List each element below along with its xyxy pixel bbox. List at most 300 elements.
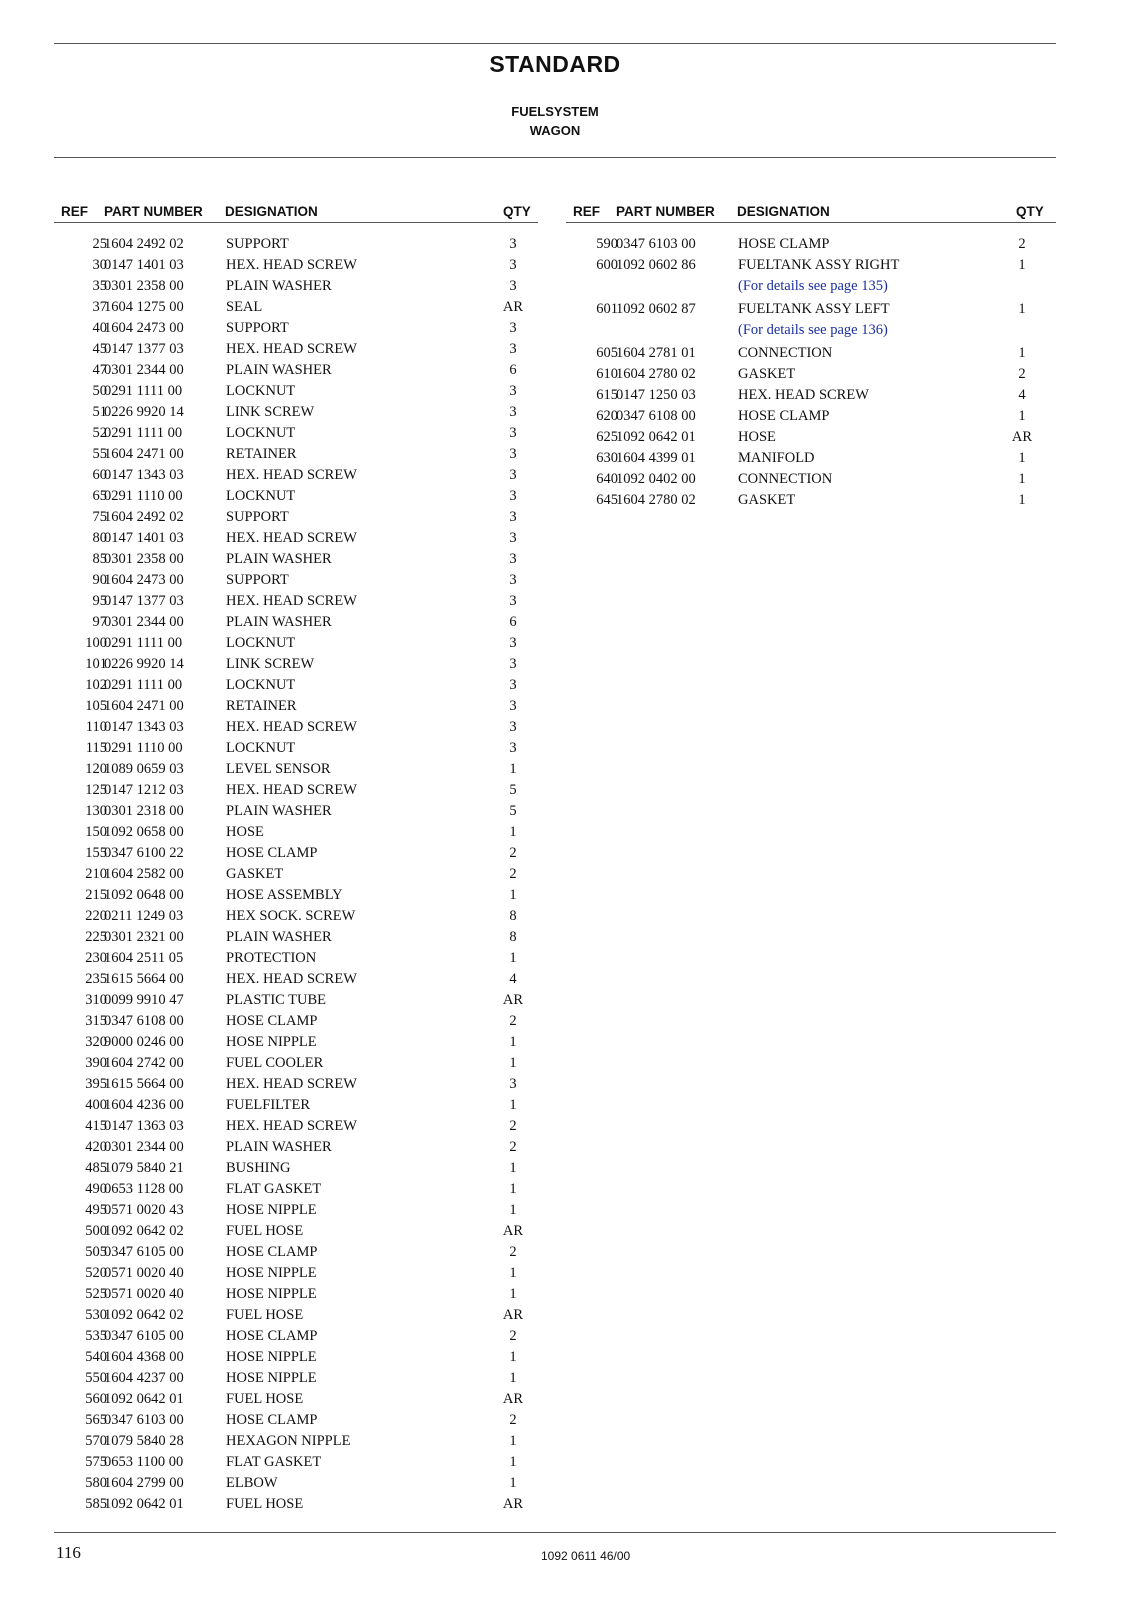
part-number-cell: 0291 1111 00 [104,425,183,441]
designation-cell: HEX SOCK. SCREW [226,908,356,924]
part-number-cell: 1615 5664 00 [104,971,184,987]
part-number-cell: 1604 1275 00 [104,299,184,315]
qty-cell: 2 [509,1244,517,1260]
parts-row [54,887,538,908]
part-number-cell: 0347 6108 00 [104,1013,184,1029]
qty-cell: AR [502,1223,524,1239]
part-number-cell: 1604 4236 00 [104,1097,184,1113]
part-number-cell: 1079 5840 21 [104,1160,184,1176]
part-number-cell: 0211 1249 03 [104,908,184,924]
part-number-cell: 0291 1110 00 [104,740,183,756]
ref-cell: 101 [85,656,107,672]
parts-row [54,782,538,803]
ref-cell: 580 [85,1475,107,1491]
parts-row [54,1370,538,1391]
parts-row [54,614,538,635]
parts-row [54,1202,538,1223]
ref-cell: 85 [92,551,107,567]
designation-cell: HEX. HEAD SCREW [226,257,357,273]
part-number-cell: 0147 1377 03 [104,593,184,609]
designation-cell: LINK SCREW [226,404,315,420]
designation-cell: FUELFILTER [226,1097,311,1113]
ref-cell: 485 [85,1160,107,1176]
part-number-cell: 0147 1363 03 [104,1118,184,1134]
part-number-cell: 1604 2780 02 [616,492,696,508]
ref-cell: 320 [85,1034,107,1050]
part-number-cell: 0571 0020 40 [104,1265,184,1281]
parts-row [54,1412,538,1433]
part-number-cell: 1615 5664 00 [104,1076,184,1092]
ref-cell: 150 [85,824,107,840]
ref-cell: 235 [85,971,107,987]
parts-row [54,845,538,866]
designation-cell: FUEL HOSE [226,1496,304,1512]
part-number-cell: 1092 0642 02 [104,1223,184,1239]
ref-cell: 60 [92,467,107,483]
parts-row [54,1349,538,1370]
right-col-part-number: PART NUMBER [616,204,715,219]
ref-cell: 55 [92,446,107,462]
page-reference-note[interactable]: (For details see page 136) [738,322,888,338]
designation-cell: PLAIN WASHER [226,929,332,945]
parts-row [54,866,538,887]
qty-cell: 8 [509,908,517,924]
ref-cell: 590 [596,236,618,252]
qty-cell: 2 [509,1013,517,1029]
ref-cell: 615 [596,387,618,403]
part-number-cell: 0347 6108 00 [616,408,696,424]
ref-cell: 95 [92,593,107,609]
qty-cell: 1 [509,887,517,903]
ref-cell: 220 [85,908,107,924]
parts-row [566,450,1056,471]
qty-cell: 2 [1018,236,1026,252]
part-number-cell: 0291 1111 00 [104,677,183,693]
designation-cell: HOSE CLAMP [226,1328,318,1344]
qty-cell: 3 [509,551,517,567]
parts-row [54,530,538,551]
parts-row [54,1265,538,1286]
parts-row [54,593,538,614]
qty-cell: 3 [509,593,517,609]
parts-row [54,278,538,299]
designation-cell: HOSE NIPPLE [226,1349,317,1365]
parts-row [54,1286,538,1307]
designation-cell: ELBOW [226,1475,278,1491]
section-subtitle: WAGON [529,123,581,138]
designation-cell: LINK SCREW [226,656,315,672]
qty-cell: 3 [509,698,517,714]
ref-cell: 630 [596,450,618,466]
qty-cell: 2 [509,1118,517,1134]
qty-cell: 5 [509,803,517,819]
qty-cell: 3 [509,530,517,546]
parts-row [54,1307,538,1328]
ref-cell: 600 [596,257,618,273]
qty-cell: AR [502,992,524,1008]
parts-row [54,1454,538,1475]
right-heading-rule [566,222,1056,223]
parts-row [54,656,538,677]
designation-cell: HEX. HEAD SCREW [226,782,357,798]
part-number-cell: 1604 4237 00 [104,1370,184,1386]
ref-cell: 530 [85,1307,107,1323]
parts-row [566,387,1056,408]
ref-cell: 97 [92,614,107,630]
ref-cell: 35 [92,278,107,294]
parts-row [566,429,1056,450]
parts-row [54,992,538,1013]
designation-cell: RETAINER [226,446,297,462]
designation-cell: FUEL HOSE [226,1307,304,1323]
qty-cell: 1 [1018,408,1026,424]
header-rule [54,157,1056,158]
right-col-designation: DESIGNATION [737,204,830,219]
parts-row [54,1034,538,1055]
ref-cell: 225 [85,929,107,945]
designation-cell: HEX. HEAD SCREW [226,971,357,987]
parts-row [54,572,538,593]
parts-row [54,320,538,341]
designation-cell: HOSE NIPPLE [226,1370,317,1386]
part-number-cell: 1604 2582 00 [104,866,184,882]
part-number-cell: 1604 2781 01 [616,345,696,361]
designation-cell: HOSE NIPPLE [226,1034,317,1050]
designation-cell: FLAT GASKET [226,1181,322,1197]
designation-cell: LOCKNUT [226,488,296,504]
designation-cell: LOCKNUT [226,635,296,651]
part-number-cell: 1092 0642 01 [104,1496,184,1512]
qty-cell: AR [1011,429,1033,445]
part-number-cell: 1092 0602 86 [616,257,696,273]
parts-row [54,551,538,572]
ref-cell: 525 [85,1286,107,1302]
designation-cell: HEX. HEAD SCREW [738,387,869,403]
part-number-cell: 0347 6103 00 [104,1412,184,1428]
ref-cell: 535 [85,1328,107,1344]
designation-cell: LOCKNUT [226,425,296,441]
designation-cell: LOCKNUT [226,740,296,756]
left-col-qty: QTY [503,204,531,219]
ref-cell: 310 [85,992,107,1008]
left-heading-rule [54,222,538,223]
ref-cell: 520 [85,1265,107,1281]
qty-cell: 3 [509,467,517,483]
qty-cell: 6 [509,614,517,630]
ref-cell: 25 [92,236,107,252]
parts-row [54,1076,538,1097]
parts-row [54,341,538,362]
parts-row [54,677,538,698]
qty-cell: 1 [509,1055,517,1071]
part-number-cell: 0147 1401 03 [104,257,184,273]
ref-cell: 125 [85,782,107,798]
qty-cell: 2 [509,1139,517,1155]
designation-cell: LOCKNUT [226,383,296,399]
designation-cell: HOSE NIPPLE [226,1286,317,1302]
part-number-cell: 0291 1110 00 [104,488,183,504]
part-number-cell: 0291 1111 00 [104,635,183,651]
ref-cell: 315 [85,1013,107,1029]
designation-cell: FLAT GASKET [226,1454,322,1470]
qty-cell: 3 [509,341,517,357]
designation-cell: RETAINER [226,698,297,714]
parts-row [54,1433,538,1454]
part-number-cell: 1604 2473 00 [104,572,184,588]
ref-cell: 620 [596,408,618,424]
designation-cell: HOSE [738,429,776,445]
parts-row [54,761,538,782]
ref-cell: 215 [85,887,107,903]
top-rule [54,43,1056,44]
part-number-cell: 1604 4399 01 [616,450,696,466]
part-number-cell: 1604 2799 00 [104,1475,184,1491]
part-number-cell: 0147 1250 03 [616,387,696,403]
ref-cell: 540 [85,1349,107,1365]
page-reference-note[interactable]: (For details see page 135) [738,278,888,294]
designation-cell: HOSE CLAMP [226,1013,318,1029]
parts-row [54,236,538,257]
part-number-cell: 1079 5840 28 [104,1433,184,1449]
ref-cell: 100 [85,635,107,651]
part-number-cell: 1604 2471 00 [104,446,184,462]
qty-cell: 8 [509,929,517,945]
parts-row [54,1391,538,1412]
qty-cell: 1 [509,761,517,777]
qty-cell: 3 [509,635,517,651]
designation-cell: HOSE CLAMP [226,1244,318,1260]
designation-cell: FUEL HOSE [226,1391,304,1407]
parts-row [566,366,1056,387]
qty-cell: 3 [509,404,517,420]
parts-row [54,1223,538,1244]
designation-cell: HEX. HEAD SCREW [226,341,357,357]
ref-cell: 415 [85,1118,107,1134]
ref-cell: 400 [85,1097,107,1113]
designation-cell: HEX. HEAD SCREW [226,530,357,546]
parts-row [54,950,538,971]
designation-cell: SUPPORT [226,320,289,336]
part-number-cell: 0099 9910 47 [104,992,184,1008]
designation-cell: MANIFOLD [738,450,815,466]
part-number-cell: 1604 2492 02 [104,509,184,525]
qty-cell: 1 [1018,257,1026,273]
qty-cell: 3 [509,488,517,504]
qty-cell: 1 [1018,345,1026,361]
ref-cell: 610 [596,366,618,382]
designation-cell: SUPPORT [226,236,289,252]
right-col-qty: QTY [1016,204,1044,219]
part-number-cell: 1092 0602 87 [616,301,696,317]
left-col-part-number: PART NUMBER [104,204,203,219]
part-number-cell: 0347 6105 00 [104,1244,184,1260]
designation-cell: HEX. HEAD SCREW [226,467,357,483]
part-number-cell: 1092 0642 02 [104,1307,184,1323]
parts-row [54,740,538,761]
qty-cell: 3 [509,1076,517,1092]
designation-cell: FUEL HOSE [226,1223,304,1239]
qty-cell: 2 [509,866,517,882]
part-number-cell: 1604 2742 00 [104,1055,184,1071]
parts-row [54,404,538,425]
qty-cell: 3 [509,257,517,273]
part-number-cell: 0301 2358 00 [104,278,184,294]
qty-cell: 4 [1018,387,1026,403]
ref-cell: 90 [92,572,107,588]
ref-cell: 395 [85,1076,107,1092]
qty-cell: 3 [509,425,517,441]
designation-cell: SEAL [226,299,263,315]
qty-cell: 3 [509,656,517,672]
qty-cell: 3 [509,278,517,294]
parts-row [54,1160,538,1181]
qty-cell: 1 [509,1181,517,1197]
qty-cell: 4 [509,971,517,987]
part-number-cell: 1092 0402 00 [616,471,696,487]
parts-row [54,467,538,488]
designation-cell: PROTECTION [226,950,317,966]
designation-cell: SUPPORT [226,509,289,525]
parts-row [54,1118,538,1139]
ref-cell: 115 [85,740,107,756]
qty-cell: 1 [509,950,517,966]
designation-cell: LEVEL SENSOR [226,761,331,777]
part-number-cell: 0347 6100 22 [104,845,184,861]
qty-cell: 1 [509,1097,517,1113]
parts-row [54,425,538,446]
part-number-cell: 0347 6103 00 [616,236,696,252]
part-number-cell: 1604 4368 00 [104,1349,184,1365]
qty-cell: 1 [509,1160,517,1176]
designation-cell: PLAIN WASHER [226,1139,332,1155]
ref-cell: 65 [92,488,107,504]
parts-row [566,257,1056,278]
part-number-cell: 0147 1377 03 [104,341,184,357]
designation-cell: GASKET [738,492,796,508]
ref-cell: 500 [85,1223,107,1239]
designation-cell: HEX. HEAD SCREW [226,719,357,735]
designation-cell: HOSE ASSEMBLY [226,887,343,903]
part-number-cell: 1604 2492 02 [104,236,184,252]
parts-row [54,635,538,656]
part-number-cell: 0147 1401 03 [104,530,184,546]
ref-cell: 130 [85,803,107,819]
designation-cell: PLAIN WASHER [226,278,332,294]
designation-cell: CONNECTION [738,345,833,361]
part-number-cell: 0571 0020 40 [104,1286,184,1302]
part-number-cell: 0226 9920 14 [104,656,184,672]
ref-cell: 490 [85,1181,107,1197]
part-number-cell: 0301 2358 00 [104,551,184,567]
qty-cell: 1 [509,1202,517,1218]
parts-row [54,299,538,320]
section-title: FUELSYSTEM [511,104,599,119]
designation-cell: HOSE [226,824,264,840]
qty-cell: 1 [509,1265,517,1281]
ref-cell: 80 [92,530,107,546]
part-number-cell: 1089 0659 03 [104,761,184,777]
parts-row [54,929,538,950]
ref-cell: 75 [92,509,107,525]
designation-cell: HOSE NIPPLE [226,1202,317,1218]
ref-cell: 120 [85,761,107,777]
designation-cell: GASKET [226,866,284,882]
ref-cell: 601 [596,301,618,317]
ref-cell: 420 [85,1139,107,1155]
qty-cell: AR [502,299,524,315]
ref-cell: 47 [92,362,107,378]
part-number-cell: 0301 2344 00 [104,1139,184,1155]
ref-cell: 390 [85,1055,107,1071]
designation-cell: PLAIN WASHER [226,362,332,378]
parts-row [54,1097,538,1118]
part-number-cell: 0301 2318 00 [104,803,184,819]
designation-cell: FUEL COOLER [226,1055,324,1071]
parts-row [54,1496,538,1517]
ref-cell: 570 [85,1433,107,1449]
parts-row [54,803,538,824]
qty-cell: 1 [1018,301,1026,317]
parts-row [54,362,538,383]
qty-cell: 3 [509,236,517,252]
parts-row [54,257,538,278]
ref-cell: 230 [85,950,107,966]
part-number-cell: 1092 0648 00 [104,887,184,903]
part-number-cell: 9000 0246 00 [104,1034,184,1050]
left-col-designation: DESIGNATION [225,204,318,219]
footer-rule [54,1532,1056,1533]
part-number-cell: 1092 0642 01 [104,1391,184,1407]
designation-cell: PLAIN WASHER [226,803,332,819]
ref-cell: 565 [85,1412,107,1428]
qty-cell: 1 [509,1454,517,1470]
designation-cell: BUSHING [226,1160,291,1176]
designation-cell: HEXAGON NIPPLE [226,1433,351,1449]
part-number-cell: 1604 2511 05 [104,950,184,966]
qty-cell: 1 [509,1433,517,1449]
ref-cell: 102 [85,677,107,693]
right-col-ref: REF [573,204,600,219]
qty-cell: 1 [509,824,517,840]
designation-cell: HEX. HEAD SCREW [226,1118,357,1134]
part-number-cell: 0226 9920 14 [104,404,184,420]
ref-cell: 645 [596,492,618,508]
ref-cell: 605 [596,345,618,361]
parts-row [566,408,1056,429]
designation-cell: GASKET [738,366,796,382]
parts-row [54,1013,538,1034]
part-number-cell: 0653 1100 00 [104,1454,184,1470]
ref-cell: 550 [85,1370,107,1386]
part-number-cell: 0347 6105 00 [104,1328,184,1344]
part-number-cell: 0147 1343 03 [104,467,184,483]
ref-cell: 560 [85,1391,107,1407]
ref-cell: 52 [92,425,107,441]
ref-cell: 505 [85,1244,107,1260]
parts-row [54,908,538,929]
part-number-cell: 0653 1128 00 [104,1181,184,1197]
ref-cell: 105 [85,698,107,714]
parts-row [54,1475,538,1496]
designation-cell: PLAIN WASHER [226,551,332,567]
ref-cell: 640 [596,471,618,487]
left-col-ref: REF [61,204,88,219]
ref-cell: 37 [92,299,107,315]
part-number-cell: 1092 0642 01 [616,429,696,445]
part-number-cell: 0301 2344 00 [104,362,184,378]
designation-cell: SUPPORT [226,572,289,588]
designation-cell: PLAIN WASHER [226,614,332,630]
